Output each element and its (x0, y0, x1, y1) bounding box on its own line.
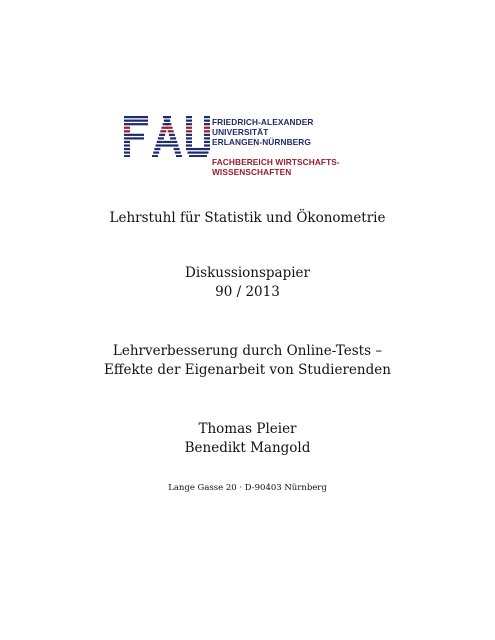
paper-type: Diskussionspapier (185, 265, 310, 281)
logo-stripe (204, 141, 210, 143)
logo-stripe (130, 134, 144, 136)
logo-stripe (124, 130, 130, 132)
logo-stripe (124, 137, 130, 139)
logo-stripe (169, 134, 175, 136)
logo-stripe (186, 134, 192, 136)
logo-stripe (160, 130, 166, 132)
logo-stripe (156, 144, 162, 146)
logo-stripe (130, 120, 148, 122)
logo-stripe (167, 127, 173, 129)
logo-stripe (186, 141, 192, 143)
faculty-name (212, 158, 340, 178)
logo-stripe (186, 123, 192, 125)
logo-stripe (124, 148, 130, 150)
logo-stripe (162, 144, 173, 146)
logo-stripe (159, 134, 165, 136)
logo-stripe (204, 116, 210, 118)
logo-stripe (186, 130, 192, 132)
logo-stripe (186, 120, 192, 122)
logo-stripe (124, 155, 130, 157)
logo-stripe (124, 123, 130, 125)
logo-stripe (188, 152, 209, 154)
logo-stripe (186, 137, 192, 139)
logo-stripe (124, 116, 130, 118)
university-name-line: FRIEDRICH-ALEXANDER (212, 117, 314, 127)
fau-logo (124, 115, 354, 177)
logo-stripe (175, 152, 181, 154)
faculty-name-line: WISSENSCHAFTEN (212, 166, 292, 177)
logo-stripe (176, 155, 182, 157)
logo-stripe (204, 130, 210, 132)
logo-stripe (164, 120, 170, 122)
fau-logo-mark (124, 115, 210, 157)
logo-stripe (124, 120, 130, 122)
logo-stripe (171, 141, 177, 143)
logo-stripe (130, 116, 148, 118)
logo-stripe (158, 137, 164, 139)
logo-stripe (170, 137, 176, 139)
paper-number: 90 / 2013 (215, 284, 280, 300)
logo-stripe (204, 137, 210, 139)
logo-stripe (130, 123, 148, 125)
logo-stripe (124, 127, 130, 129)
logo-stripe (163, 116, 169, 118)
logo-stripe (186, 116, 192, 118)
university-name-line: UNIVERSITÄT (212, 126, 269, 137)
logo-stripe (168, 130, 174, 132)
address: Lange Gasse 20 · D-90403 Nürnberg (168, 483, 327, 493)
logo-stripe (154, 148, 160, 150)
logo-stripe (124, 144, 130, 146)
chair-name: Lehrstuhl für Statistik und Ökonometrie (109, 210, 386, 226)
logo-stripe (174, 148, 180, 150)
logo-stripe (153, 152, 159, 154)
logo-stripe (204, 127, 210, 129)
logo-stripe (186, 144, 192, 146)
faculty-name-line: FACHBEREICH WIRTSCHAFTS- (212, 157, 340, 167)
author-name: Benedikt Mangold (184, 440, 311, 456)
logo-stripe (204, 144, 210, 146)
paper-title-line-1: Lehrverbesserung durch Online-Tests – (112, 343, 383, 359)
logo-stripe (157, 141, 163, 143)
logo-stripe (152, 155, 158, 157)
logo-stripe (163, 141, 172, 143)
logo-stripe (124, 152, 130, 154)
logo-stripe (186, 148, 210, 150)
logo-stripe (165, 123, 171, 125)
university-name (212, 118, 313, 147)
paper-title-line-2: Effekte der Eigenarbeit von Studierenden (104, 362, 391, 378)
logo-stripe (204, 120, 210, 122)
logo-stripe (204, 123, 210, 125)
logo-stripe (204, 134, 210, 136)
university-name-line: ERLANGEN-NÜRNBERG (212, 136, 311, 147)
author-name: Thomas Pleier (198, 421, 297, 437)
logo-stripe (124, 134, 130, 136)
logo-stripe (172, 144, 178, 146)
logo-stripe (189, 155, 207, 157)
logo-stripe (124, 141, 130, 143)
logo-stripe (186, 127, 192, 129)
logo-stripe (130, 137, 144, 139)
